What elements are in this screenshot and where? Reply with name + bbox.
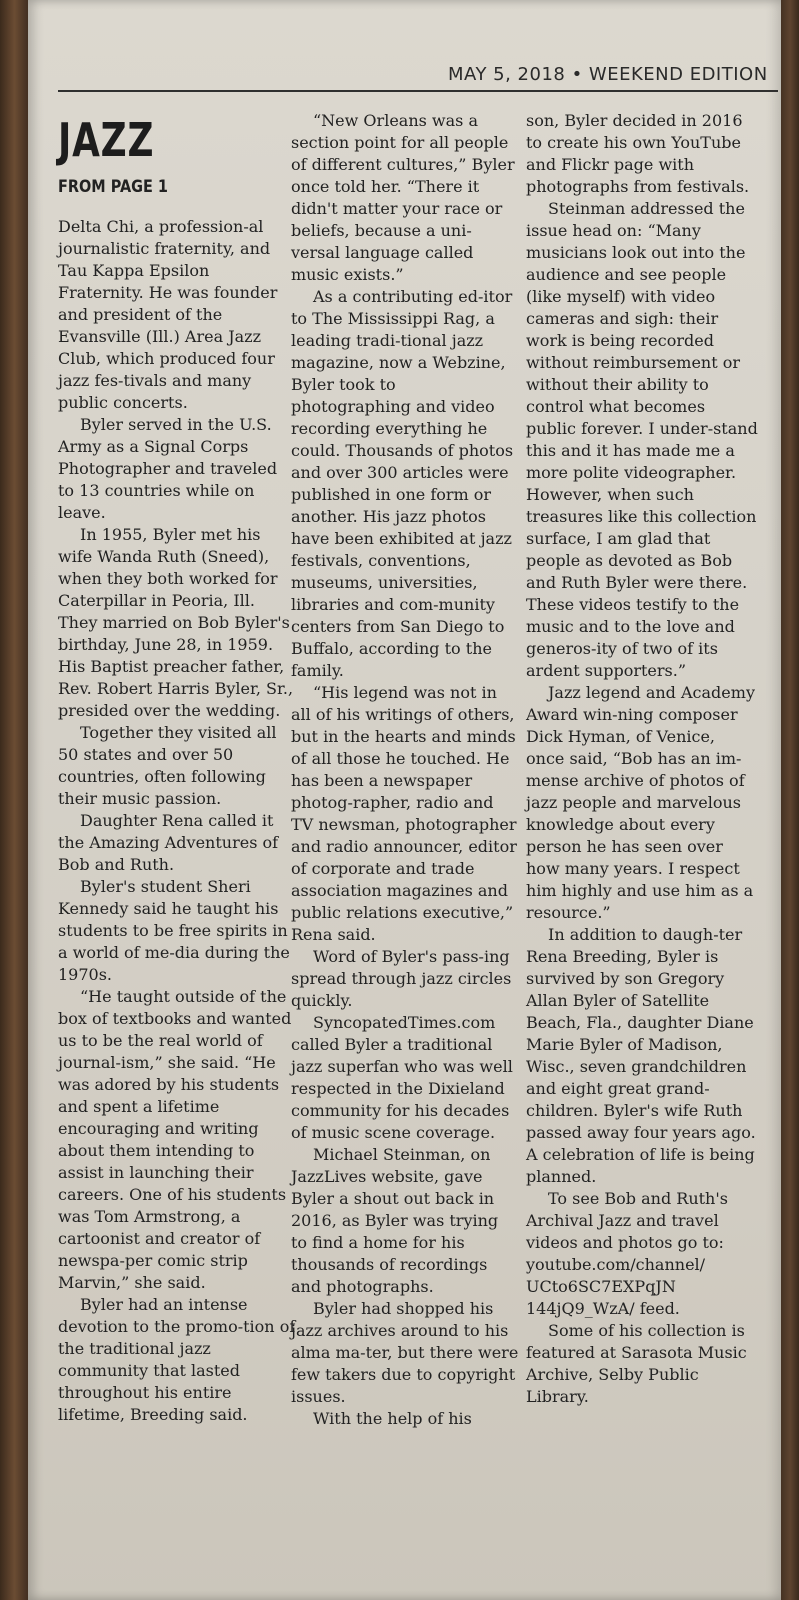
paragraph: “He taught outside of the box of textbooks and wanted us to be the real world of journal-ism,” she said. “He was adored by his students and spent a lifetime encouraging and writing about them intending to assist in launching their careers. One of his students was Tom Armstrong, a cartoonist and creator of newspa-per comic strip Marvin,” she said. <box>58 987 292 1292</box>
paragraph: To see Bob and Ruth's Archival Jazz and travel videos and photos go to: youtube.com/channel/ UCto6SC7EXPqJN 144jQ9_WzA/ feed. <box>526 1189 728 1318</box>
paragraph: “New Orleans was a section point for all people of different cultures,” Byler once told her. “There it didn't matter your race or beliefs, because a uni-versal language called music exists.” <box>291 111 515 284</box>
paragraph: son, Byler decided in 2016 to create his own YouTube and Flickr page with photographs from festivals. <box>526 111 750 196</box>
paragraph: With the help of his <box>313 1409 472 1428</box>
edition-dateline: MAY 5, 2018 • WEEKEND EDITION <box>448 64 768 85</box>
column-1 <box>58 110 298 1426</box>
column-2 <box>291 110 519 1430</box>
paragraph: Michael Steinman, on JazzLives website, gave Byler a shout out back in 2016, as Byler was trying to find a home for his thousands of recordings and photographs. <box>291 1145 499 1296</box>
paragraph: In addition to daugh-ter Rena Breeding, Byler is survived by son Gregory Allan Byler of Satellite Beach, Fla., daughter Diane Marie Byler of Madison, Wisc., seven grandchildren and eight great grand-children. Byler's wife Ruth passed away four years ago. A celebration of life is being planned. <box>526 925 756 1186</box>
paragraph: Byler had an intense devotion to the promo-tion of the traditional jazz community that lasted throughout his entire lifetime, Breeding said. <box>58 1295 296 1424</box>
paragraph: In 1955, Byler met his wife Wanda Ruth (Sneed), when they both worked for Caterpillar in Peoria, Ill. They married on Bob Byler's birthday, June 28, in 1959. His Baptist preacher father, Rev. Robert Harris Byler, Sr., presided over the wedding. <box>58 525 294 720</box>
header-rule <box>58 90 778 92</box>
paragraph: Steinman addressed the issue head on: “Many musicians look out into the audience and see people (like myself) with video cameras and sigh: their work is being recorded without reimbursement or without their ability to control what becomes public forever. I under-stand this and it has made me a more polite videographer. However, when such treasures like this collection surface, I am glad that people as devoted as Bob and Ruth Byler were there. These videos testify to the music and to the love and generos-ity of two of its ardent supporters.” <box>526 199 758 680</box>
paragraph: Byler had shopped his jazz archives around to his alma ma-ter, but there were few takers due to copyright issues. <box>291 1299 519 1406</box>
newspaper-page <box>28 0 781 1600</box>
paragraph: Some of his collection is featured at Sarasota Music Archive, Selby Public Library. <box>526 1321 747 1406</box>
paragraph: Delta Chi, a profession-al journalistic fraternity, and Tau Kappa Epsilon Fraternity. He was founder and president of the Evansville (Ill.) Area Jazz Club, which produced four jazz fes-tivals and many public concerts. <box>58 217 278 412</box>
paragraph: Byler's student Sheri Kennedy said he taught his students to be free spirits in a world of me-dia during the 1970s. <box>58 877 290 984</box>
paragraph: SyncopatedTimes.com called Byler a traditional jazz superfan who was well respected in the Dixieland community for his decades of music scene coverage. <box>291 1013 513 1142</box>
paragraph: As a contributing ed-itor to The Mississippi Rag, a leading tradi-tional jazz magazine, now a Webzine, Byler took to photographing and video recording everything he could. Thousands of photos and over 300 articles were published in one form or another. His jazz photos have been exhibited at jazz festivals, conventions, museums, universities, libraries and com-munity centers from San Diego to Buffalo, according to the family. <box>291 287 514 680</box>
paragraph: Together they visited all 50 states and over 50 countries, often following their music passion. <box>58 723 277 808</box>
paragraph: “His legend was not in all of his writings of others, but in the hearts and minds of all those he touched. He has been a newspaper photog-rapher, radio and TV newsman, photographer and radio announcer, editor of corporate and trade association magazines and public relations executive,” Rena said. <box>291 683 517 944</box>
jump-line: FROM PAGE 1 <box>58 177 168 197</box>
paragraph: Word of Byler's pass-ing spread through jazz circles quickly. <box>291 947 512 1010</box>
paragraph: Jazz legend and Academy Award win-ning composer Dick Hyman, of Venice, once said, “Bob has an im-mense archive of photos of jazz people and marvelous knowledge about every person he has seen over how many years. I respect him highly and use him as a resource.” <box>526 683 755 922</box>
headline: JAZZ <box>58 113 155 167</box>
column-3 <box>526 110 758 1408</box>
paragraph: Daughter Rena called it the Amazing Adventures of Bob and Ruth. <box>58 811 279 874</box>
paragraph: Byler served in the U.S. Army as a Signal Corps Photographer and traveled to 13 countries while on leave. <box>58 415 278 522</box>
